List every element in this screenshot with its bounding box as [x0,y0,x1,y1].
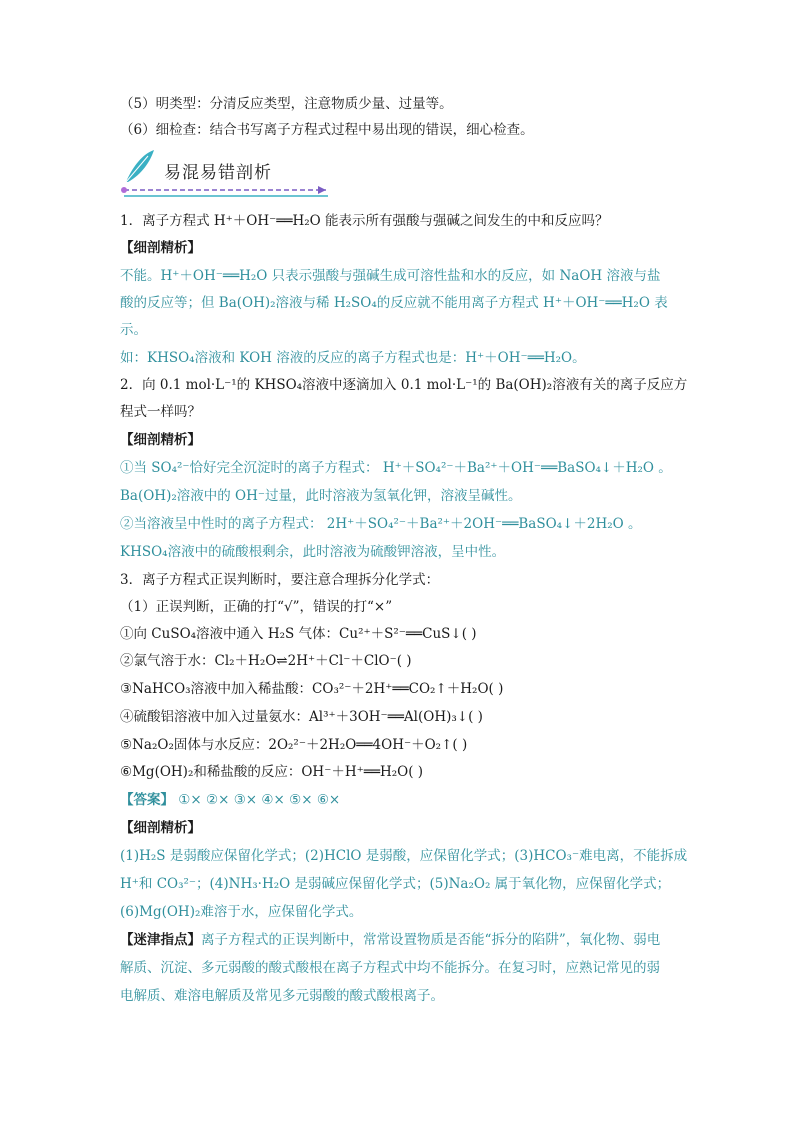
q3-heading: 【细剖精析】 [120,820,201,836]
q1-heading: 【细剖精析】 [120,240,201,256]
q3-item-6: ⑥Mg(OH)₂和稀盐酸的反应：OH⁻＋H⁺══H₂O( ) [120,764,424,780]
q1-line-2: 酸的反应等；但 Ba(OH)₂溶液与稀 H₂SO₄的反应就不能用离子方程式 H⁺＋OH⁻══H₂O 表 [120,295,668,311]
q2-line-3: ②当溶液呈中性时的离子方程式： 2H⁺＋SO₄²⁻＋Ba²⁺＋2OH⁻══BaSO₄↓＋2H₂O 。 [120,516,642,532]
answer-text: ①× ②× ③× ④× ⑤× ⑥× [174,792,341,808]
tip-text-1: 离子方程式的正误判断中，常常设置物质是否能“拆分的陷阱”，氧化物、弱电 [201,932,661,948]
banner-title: 易混易错剖析 [164,163,272,183]
q2-line-4: KHSO₄溶液中的硫酸根剩余，此时溶液为硫酸钾溶液，呈中性。 [120,544,506,560]
q3-tip-3: 电解质、难溶电解质及常见多元弱酸的酸式酸根离子。 [120,988,444,1004]
q2-heading: 【细剖精析】 [120,432,201,448]
intro-line-5: （5）明类型：分清反应类型，注意物质少量、过量等。 [120,96,453,112]
intro-line-6: （6）细检查：结合书写离子方程式过程中易出现的错误，细心检查。 [120,122,534,138]
q1-question: 1．离子方程式 H⁺＋OH⁻══H₂O 能表示所有强酸与强碱之间发生的中和反应吗？ [120,213,609,229]
q1-line-1: 不能。H⁺＋OH⁻══H₂O 只表示强酸与强碱生成可溶性盐和水的反应，如 NaOH 溶液与盐 [120,268,661,284]
section-banner [118,148,338,200]
q3-item-4: ④硫酸铝溶液中加入过量氨水：Al³⁺＋3OH⁻══Al(OH)₃↓( ) [120,709,483,725]
q2-question-1: 2．向 0.1 mol·L⁻¹的 KHSO₄溶液中逐滴加入 0.1 mol·L⁻¹的 Ba(OH)₂溶液有关的离子反应方 [120,377,688,393]
q2-line-2: Ba(OH)₂溶液中的 OH⁻过量，此时溶液为氢氧化钾，溶液呈碱性。 [120,488,522,504]
q3-item-5: ⑤Na₂O₂固体与水反应：2O₂²⁻＋2H₂O══4OH⁻＋O₂↑( ) [120,737,468,753]
q1-line-3: 示。 [120,322,147,338]
q3-question: 3．离子方程式正误判断时，要注意合理拆分化学式： [120,572,440,588]
q3-tip-2: 解质、沉淀、多元弱酸的酸式酸根在离子方程式中均不能拆分。在复习时，应熟记常见的弱 [120,960,660,976]
q2-line-1: ①当 SO₄²⁻恰好完全沉淀时的离子方程式： H⁺＋SO₄²⁻＋Ba²⁺＋OH⁻══BaSO₄↓＋H₂O 。 [120,460,672,476]
q3-item-1: ①向 CuSO₄溶液中通入 H₂S 气体：Cu²⁺＋S²⁻══CuS↓( ) [120,626,477,642]
q3-analysis-3: (6)Mg(OH)₂难溶于水，应保留化学式。 [120,904,363,920]
q3-tip-1 [120,930,660,950]
q3-analysis-2: H⁺和 CO₃²⁻；(4)NH₃·H₂O 是弱碱应保留化学式；(5)Na₂O₂ 属于氧化物，应保留化学式； [120,876,671,892]
q1-line-4: 如：KHSO₄溶液和 KOH 溶液的反应的离子方程式也是：H⁺＋OH⁻══H₂O。 [120,350,586,366]
tip-label: 【迷津指点】 [120,932,201,948]
q3-analysis-1: (1)H₂S 是弱酸应保留化学式；(2)HClO 是弱酸，应保留化学式；(3)HCO₃⁻难电离，不能拆成 [120,848,688,864]
q3-subquestion: （1）正误判断，正确的打“√”，错误的打“×” [120,599,393,615]
q3-answer [120,790,340,810]
q2-question-2: 程式一样吗？ [120,404,201,420]
answer-label: 【答案】 [120,792,174,808]
q3-item-3: ③NaHCO₃溶液中加入稀盐酸：CO₃²⁻＋2H⁺══CO₂↑＋H₂O( ) [120,681,504,697]
q3-item-2: ②氯气溶于水：Cl₂＋H₂O⇌2H⁺＋Cl⁻＋ClO⁻( ) [120,653,412,669]
